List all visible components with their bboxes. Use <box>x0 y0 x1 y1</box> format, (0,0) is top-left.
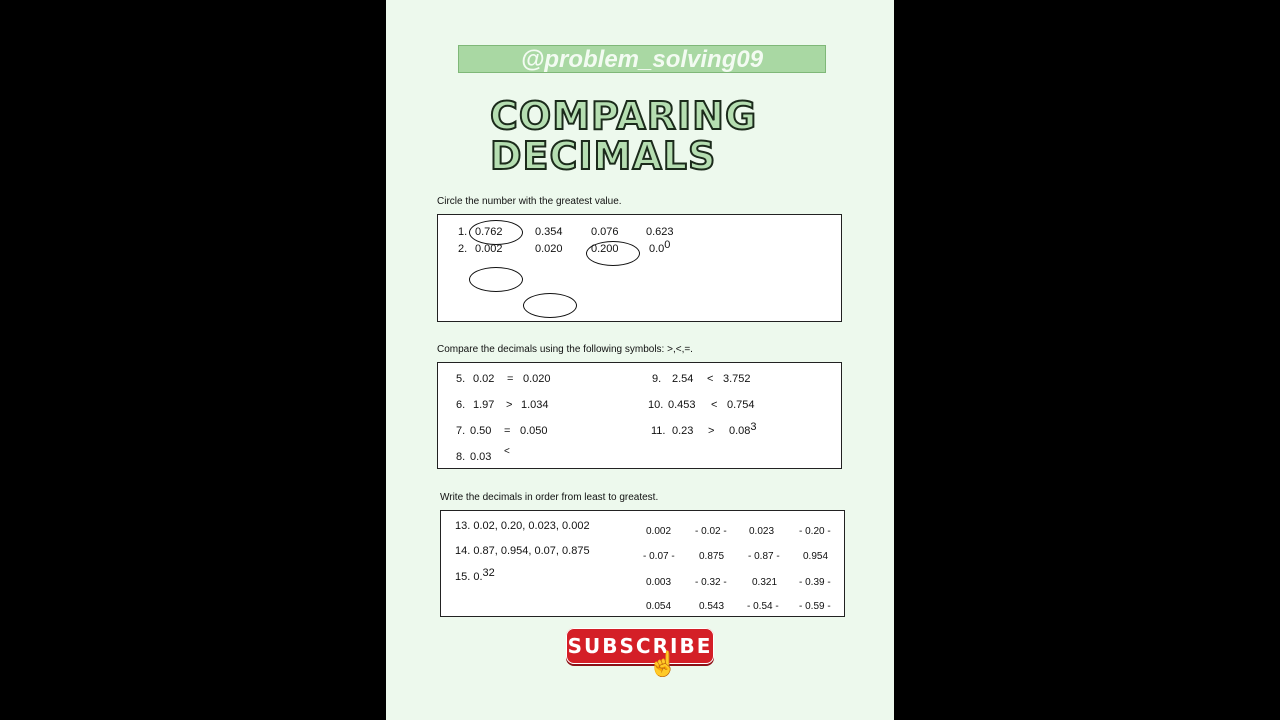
answer-circle-q1 <box>469 220 523 245</box>
q6-b: 1.034 <box>521 399 549 411</box>
q14-text: 14. 0.87, 0.954, 0.07, 0.875 <box>455 545 590 557</box>
q7-a: 0.50 <box>470 425 492 437</box>
grid-r1-c4: - 0.20 - <box>799 526 831 537</box>
grid-r4-c1: 0.054 <box>646 601 672 612</box>
q10-symbol: < <box>711 399 718 411</box>
q11-symbol: > <box>708 425 715 437</box>
channel-handle: @problem_solving09 <box>458 45 826 73</box>
q7-b: 0.050 <box>520 425 548 437</box>
q2-value-2: 0.020 <box>535 243 563 255</box>
grid-r2-c3: - 0.87 - <box>748 551 780 562</box>
q11-a: 0.23 <box>672 425 694 437</box>
grid-r2-c4: 0.954 <box>803 551 829 562</box>
q7-symbol: = <box>504 425 511 437</box>
grid-r3-c2: - 0.32 - <box>695 577 727 588</box>
section1-instruction: Circle the number with the greatest value. <box>437 196 622 207</box>
q7-number: 7. <box>456 425 466 437</box>
worksheet-page <box>386 0 894 720</box>
q6-a: 1.97 <box>473 399 495 411</box>
q2-number: 2. <box>458 243 468 255</box>
q2-value-3: 0.200 <box>591 243 619 255</box>
q9-a: 2.54 <box>672 373 694 385</box>
q5-b: 0.020 <box>523 373 551 385</box>
q10-number: 10. <box>648 399 664 411</box>
grid-r4-c3: - 0.54 - <box>747 601 779 612</box>
section1-box <box>437 214 842 322</box>
title-line-2: DECIMALS <box>490 134 717 178</box>
section2-instruction: Compare the decimals using the following symbols: >,<,=. <box>437 344 693 355</box>
q5-symbol: = <box>507 373 514 385</box>
q6-number: 6. <box>456 399 466 411</box>
q8-symbol: < <box>504 446 510 457</box>
grid-r3-c3: 0.321 <box>752 577 778 588</box>
q11-number: 11. <box>651 425 666 437</box>
q10-b: 0.754 <box>727 399 755 411</box>
title-line-1: COMPARING <box>490 94 758 138</box>
q11-b <box>729 421 757 437</box>
answer-circle-q2 <box>586 241 640 266</box>
q15-text-main: 15. 0. <box>455 571 483 583</box>
grid-r1-c3: 0.023 <box>749 526 775 537</box>
grid-r4-c4: - 0.59 - <box>799 601 831 612</box>
q1-value-4: 0.623 <box>646 226 674 238</box>
q1-value-2: 0.354 <box>535 226 563 238</box>
subscribe-button[interactable]: SUBSCRIBE <box>566 628 714 664</box>
q1-value-3: 0.076 <box>591 226 619 238</box>
q13-text: 13. 0.02, 0.20, 0.023, 0.002 <box>455 520 590 532</box>
section2-box <box>437 362 842 469</box>
q2-value-4-extra: 0 <box>664 239 671 251</box>
q5-number: 5. <box>456 373 466 385</box>
q9-symbol: < <box>707 373 714 385</box>
grid-r3-c1: 0.003 <box>646 577 672 588</box>
q6-symbol: > <box>506 399 513 411</box>
grid-r1-c1: 0.002 <box>646 526 672 537</box>
grid-r3-c4: - 0.39 - <box>799 577 831 588</box>
grid-r1-c2: - 0.02 - <box>695 526 727 537</box>
q9-number: 9. <box>652 373 662 385</box>
hand-cursor-icon: ☝ <box>648 651 678 678</box>
q5-a: 0.02 <box>473 373 495 385</box>
answer-circle-q4 <box>523 293 577 318</box>
q11-b-sup: 3 <box>750 421 757 433</box>
q9-b: 3.752 <box>723 373 751 385</box>
q10-a: 0.453 <box>668 399 696 411</box>
q11-b-text: 0.08 <box>729 425 751 437</box>
grid-r2-c2: 0.875 <box>699 551 725 562</box>
grid-r4-c2: 0.543 <box>699 601 725 612</box>
q8-a: 0.03 <box>470 451 492 463</box>
section3-box <box>440 510 845 617</box>
q2-value-1: 0.002 <box>475 243 503 255</box>
answer-circle-q3 <box>469 267 523 292</box>
grid-r2-c1: - 0.07 - <box>643 551 675 562</box>
q2-value-4 <box>649 239 671 255</box>
q8-number: 8. <box>456 451 466 463</box>
q15-text <box>455 567 495 583</box>
q1-value-1: 0.762 <box>475 226 503 238</box>
section3-instruction: Write the decimals in order from least to greatest. <box>440 492 659 503</box>
q15-text-sup: 32 <box>482 567 495 579</box>
worksheet-title <box>490 96 757 176</box>
q2-value-4-text: 0.0 <box>649 243 665 255</box>
q1-number: 1. <box>458 226 468 238</box>
